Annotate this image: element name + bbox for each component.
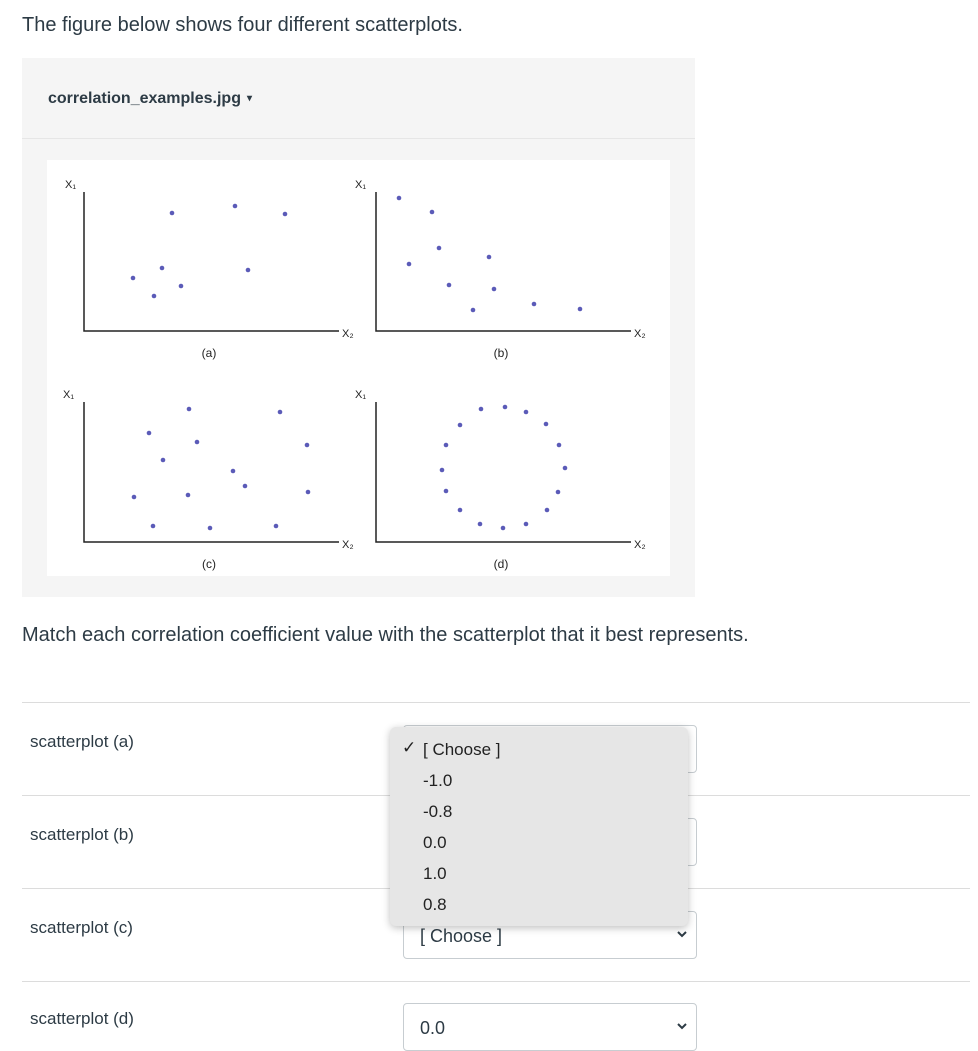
scatter-dot-d	[501, 526, 506, 531]
row-label-b: scatterplot (b)	[30, 825, 134, 844]
caret-down-icon: ▾	[246, 93, 252, 104]
x-axis-label-a: X₂	[342, 328, 354, 340]
y-axis-label-b: X₁	[355, 179, 367, 191]
scatter-dot-b	[397, 196, 402, 201]
axes-c	[84, 402, 339, 542]
select-scatterplot-d[interactable]	[403, 1003, 697, 1051]
scatter-dot-c	[243, 484, 248, 489]
scatter-dot-c	[132, 495, 137, 500]
scatter-dot-c	[147, 431, 152, 436]
file-header	[22, 58, 695, 139]
scatter-dot-d	[444, 489, 449, 494]
scatter-dot-c	[274, 524, 279, 529]
scatter-dot-b	[532, 302, 537, 307]
scatter-dot-d	[478, 522, 483, 527]
scatter-dot-a	[131, 276, 136, 281]
scatter-dot-d	[458, 508, 463, 513]
scatter-dot-d	[440, 468, 445, 473]
row-divider	[22, 981, 970, 982]
axes-b	[376, 192, 631, 331]
dropdown-option-choose[interactable]: [ Choose ]	[423, 740, 501, 759]
scatter-dot-d	[557, 443, 562, 448]
scatter-dot-b	[430, 210, 435, 215]
dropdown-option-0-0[interactable]: 0.0	[423, 833, 447, 852]
scatter-dot-a	[233, 204, 238, 209]
intro-text: The figure below shows four different scatterplots.	[22, 14, 463, 36]
scatter-dot-c	[195, 440, 200, 445]
scatter-dot-b	[487, 255, 492, 260]
file-menu-button[interactable]	[48, 90, 252, 108]
x-axis-label-d: X₂	[634, 539, 646, 551]
dropdown-option-0-8[interactable]: 0.8	[423, 895, 447, 914]
row-label-a: scatterplot (a)	[30, 732, 134, 751]
scatter-dot-d	[524, 522, 529, 527]
row-label-d: scatterplot (d)	[30, 1009, 134, 1028]
scatter-dot-c	[161, 458, 166, 463]
scatter-dot-a	[152, 294, 157, 299]
scatter-dot-d	[545, 508, 550, 513]
panel-label-b: (b)	[493, 346, 509, 360]
scatter-dot-b	[447, 283, 452, 288]
x-axis-label-b: X₂	[634, 328, 646, 340]
scatter-dot-b	[492, 287, 497, 292]
scatter-dot-d	[479, 407, 484, 412]
scatter-dot-c	[208, 526, 213, 531]
chevron-down-icon	[676, 928, 688, 940]
file-preview-panel	[22, 58, 695, 597]
panel-label-d: (d)	[493, 557, 509, 571]
y-axis-label-a: X₁	[65, 179, 77, 191]
scatter-dot-d	[458, 423, 463, 428]
axes-a	[84, 192, 339, 331]
scatterplot-figure-svg	[47, 160, 670, 576]
scatter-dot-d	[556, 490, 561, 495]
scatter-dot-c	[231, 469, 236, 474]
scatter-dot-b	[471, 308, 476, 313]
scatter-dot-a	[246, 268, 251, 273]
panel-label-a: (a)	[201, 346, 217, 360]
scatter-dot-a	[170, 211, 175, 216]
scatter-dot-d	[524, 410, 529, 415]
question-text: Match each correlation coefficient value with the scatterplot that it best represents.	[22, 624, 749, 646]
scatter-dot-b	[437, 246, 442, 251]
row-label-c: scatterplot (c)	[30, 918, 133, 937]
scatter-dot-c	[306, 490, 311, 495]
scatter-dot-c	[186, 493, 191, 498]
x-axis-label-c: X₂	[342, 539, 354, 551]
dropdown-option-neg-0-8[interactable]: -0.8	[423, 802, 453, 821]
axes-d	[376, 402, 631, 542]
row-divider	[22, 702, 970, 703]
scatter-dot-d	[563, 466, 568, 471]
dropdown-option-neg-1-0[interactable]: -1.0	[423, 771, 453, 790]
select-value-d: 0.0	[420, 1018, 446, 1038]
scatter-dot-d	[503, 405, 508, 410]
select-value-c: [ Choose ]	[420, 926, 503, 946]
scatterplot-figure	[47, 160, 670, 576]
scatter-dot-c	[305, 443, 310, 448]
y-axis-label-c: X₁	[63, 389, 75, 401]
scatter-dot-a	[179, 284, 184, 289]
scatter-dot-b	[578, 307, 583, 312]
chevron-down-icon	[676, 1020, 688, 1032]
select-dropdown-menu	[390, 727, 688, 926]
file-name: correlation_examples.jpg	[48, 90, 241, 107]
panel-label-c: (c)	[202, 557, 216, 571]
y-axis-label-d: X₁	[355, 389, 367, 401]
checkmark-icon: ✓	[402, 738, 417, 757]
scatter-dot-a	[283, 212, 288, 217]
scatter-dot-c	[278, 410, 283, 415]
scatter-dot-c	[187, 407, 192, 412]
dropdown-option-1-0[interactable]: 1.0	[423, 864, 447, 883]
scatter-dot-a	[160, 266, 165, 271]
scatter-dot-b	[407, 262, 412, 267]
scatter-dot-d	[444, 443, 449, 448]
scatter-dot-c	[151, 524, 156, 529]
scatter-dot-d	[544, 422, 549, 427]
